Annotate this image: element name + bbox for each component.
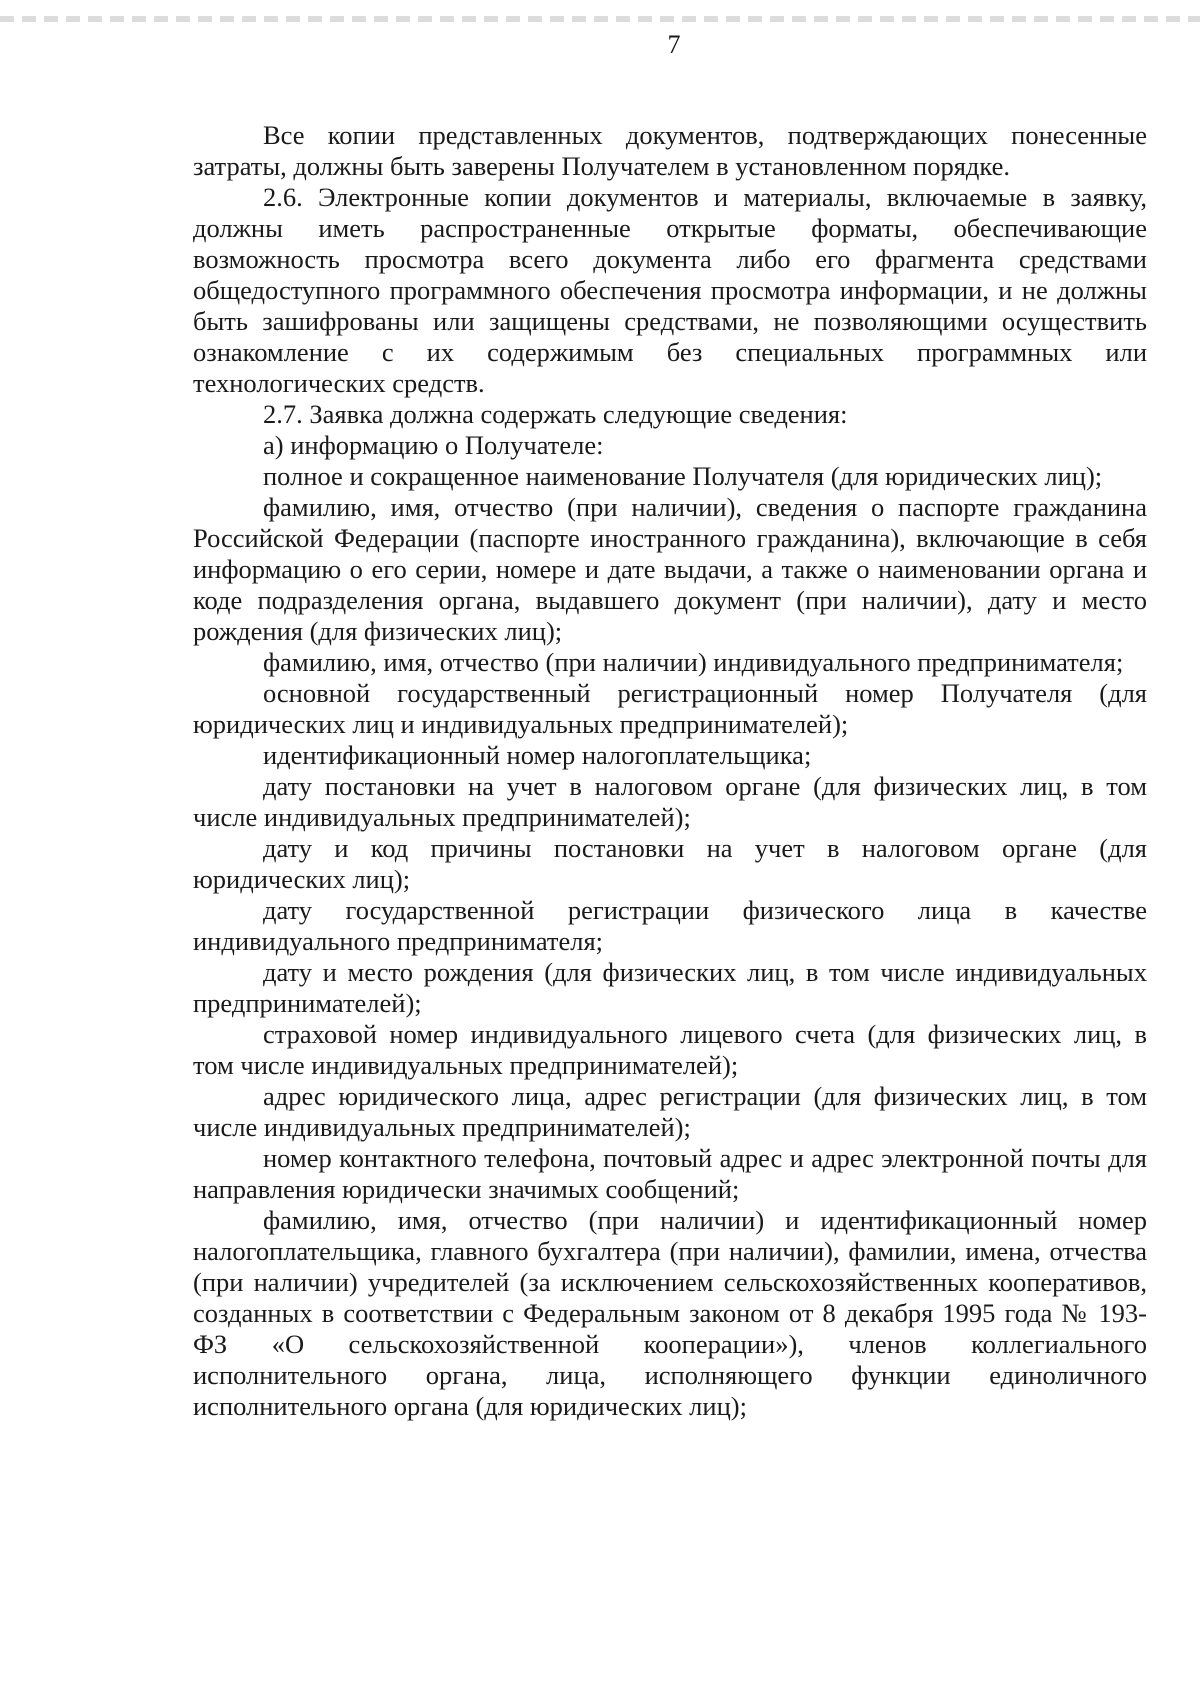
paragraph-ogrn: основной государственный регистрационный номер Получателя (для юридических лиц и индивидуальных предпринимателей); [193, 678, 1147, 739]
paragraph-entrepreneur-name: фамилию, имя, отчество (при наличии) индивидуального предпринимателя; [263, 647, 1124, 677]
paragraph-kpp: дату и код причины постановки на учет в налоговом органе (для юридических лиц); [193, 833, 1147, 894]
paragraph-address: адрес юридического лица, адрес регистрации (для физических лиц, в том числе индивидуальных предпринимателей); [193, 1081, 1147, 1142]
paragraph-2-6-electronic-copies: 2.6. Электронные копии документов и материалы, включаемые в заявку, должны иметь распространенные открытые форматы, обеспечивающие возможность просмотра всего документа либо его фрагмента средствами общедоступного программного обеспечения просмотра информации, и не должны быть зашифрованы или защищены средствами, не позволяющими осуществить ознакомление с их содержимым без специальных программных или технологических средств. [193, 182, 1147, 398]
paragraph-contacts: номер контактного телефона, почтовый адрес и адрес электронной почты для направления юридически значимых сообщений; [193, 1143, 1147, 1204]
paragraph-tax-registration-date: дату постановки на учет в налоговом органе (для физических лиц, в том числе индивидуальных предпринимателей); [193, 771, 1147, 832]
paragraph-passport-details: фамилию, имя, отчество (при наличии), сведения о паспорте гражданина Российской Федерации (паспорте иностранного гражданина), включающие в себя информацию о его серии, номере и дате выдачи, а также о наименовании органа и коде подразделения органа, выдавшего документ (при наличии), дату и место рождения (для физических лиц); [193, 492, 1147, 646]
paragraph-copies-certified: Все копии представленных документов, подтверждающих понесенные затраты, должны быть заверены Получателем в установленном порядке. [193, 120, 1147, 181]
document-body [193, 120, 1147, 1422]
scan-edge-artifact [0, 16, 1200, 22]
paragraph-birth-date-place: дату и место рождения (для физических лиц, в том числе индивидуальных предпринимателей); [193, 957, 1147, 1018]
paragraph-snils: страховой номер индивидуального лицевого счета (для физических лиц, в том числе индивидуальных предпринимателей); [193, 1019, 1147, 1080]
paragraph-inn: идентификационный номер налогоплательщика; [263, 740, 812, 770]
paragraph-state-registration-date: дату государственной регистрации физического лица в качестве индивидуального предпринимателя; [193, 895, 1147, 956]
paragraph-2-7-application-contents: 2.7. Заявка должна содержать следующие сведения: [263, 399, 848, 429]
page-number: 7 [667, 30, 681, 59]
paragraph-management-founders: фамилию, имя, отчество (при наличии) и идентификационный номер налогоплательщика, главного бухгалтера (при наличии), фамилии, имена, отчества (при наличии) учредителей (за исключением сельскохозяйственных кооперативов, созданных в соответствии с Федеральным законом от 8 декабря 1995 года № 193-ФЗ «О сельскохозяйственной кооперации»), членов коллегиального исполнительного органа, лица, исполняющего функции единоличного исполнительного органа (для юридических лиц); [193, 1205, 1147, 1421]
paragraph-full-short-name: полное и сокращенное наименование Получателя (для юридических лиц); [263, 461, 1103, 491]
paragraph-a-recipient-info: а) информацию о Получателе: [263, 430, 604, 460]
